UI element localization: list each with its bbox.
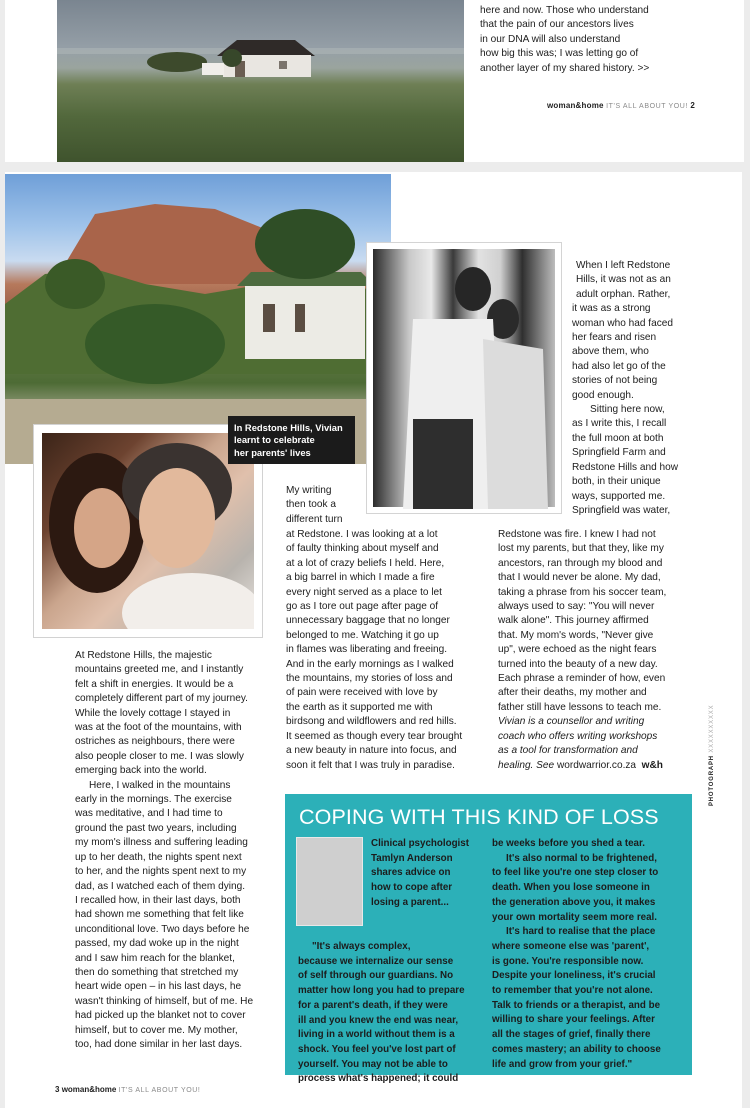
bio-line: coach who offers writing workshops xyxy=(498,730,658,742)
page2-text-column xyxy=(480,4,649,76)
photo-credit xyxy=(709,705,715,806)
article-line: At Redstone Hills, the majestic xyxy=(75,650,212,661)
article-line: My writing xyxy=(286,485,332,496)
article-line: passed, my dad woke up in the night xyxy=(75,938,239,950)
article-line: good enough. xyxy=(572,389,634,401)
article-line: ways, supported me. xyxy=(572,490,666,502)
coping-line: be weeks before you shed a tear. xyxy=(492,838,646,849)
coping-line: life and grow from your grief." xyxy=(492,1058,633,1070)
article-line: heart wide open – in his last days, he xyxy=(75,981,242,993)
coping-line: because we internalize our sense xyxy=(298,955,454,967)
coping-line: shock. You feel you've lost part of xyxy=(298,1043,456,1055)
article-line: wasn't thinking of himself, but of me. He xyxy=(75,995,254,1007)
coping-line: of self through our guardians. No xyxy=(298,970,454,982)
photo-credit-name: XXXXXXXXXX xyxy=(709,704,715,753)
coping-line: comes mastery; an ability to choose xyxy=(492,1043,661,1055)
article-line: the mountains, my stories of loss and xyxy=(286,673,453,685)
expert-photo-placeholder xyxy=(296,837,363,926)
article-line: in flames was liberating and freeing. xyxy=(286,644,448,656)
website-link[interactable]: wordwarrior.co.za xyxy=(556,759,637,771)
page2-footer xyxy=(547,101,695,110)
footer-brand: woman&home xyxy=(61,1085,117,1094)
article-line: it was as a strong xyxy=(572,303,651,315)
article-line: himself, but to cover me. My mother, xyxy=(75,1024,238,1036)
footer-tagline: IT'S ALL ABOUT YOU! xyxy=(118,1087,201,1094)
article-line: the earth as it supported me with xyxy=(286,701,433,713)
article-line: of pain were received with love by xyxy=(286,687,438,699)
vintage-photo-image xyxy=(373,249,555,507)
article-line: stories of not being xyxy=(572,375,658,387)
coping-line: is gone. You're responsible now. xyxy=(492,955,644,967)
article-line: belonged to me. Watching it go up xyxy=(286,629,439,641)
article-line: Each phrase a reminder of how, even xyxy=(498,673,666,685)
article-line: then took a xyxy=(286,499,336,511)
magazine-page-3 xyxy=(5,172,742,1108)
article-line: early in the mornings. The exercise xyxy=(75,794,232,806)
article-line: up", were echoed as the night fears xyxy=(498,644,657,656)
article-line: both, in their unique xyxy=(572,476,661,488)
article-line: father still have lessons to teach me. xyxy=(498,701,662,713)
article-line: completely different part of my journey. xyxy=(75,693,248,705)
photo-credit-label: PHOTOGRAPH xyxy=(709,755,715,806)
coping-line: matter how long you had to prepare xyxy=(298,985,465,997)
caption-line: In Redstone Hills, Vivian xyxy=(234,422,343,433)
article-line: taking a phrase from his soccer team, xyxy=(498,586,667,598)
caption-line: her parents' lives xyxy=(234,446,311,458)
article-line: my mom's illness and suffering leading xyxy=(75,837,248,849)
article-line: had picked up the blanket not to cover xyxy=(75,1010,246,1022)
article-line: at a lot of crazy beliefs I held. Here, xyxy=(286,557,445,569)
article-line: after their deaths, my mother and xyxy=(498,687,647,699)
article-column-2-top xyxy=(286,484,343,527)
article-column-1 xyxy=(75,649,253,1052)
article-column-2 xyxy=(286,528,462,773)
article-line: And in the early mornings as I walked xyxy=(286,658,454,670)
coping-line: process what's happened; it could xyxy=(298,1073,459,1085)
coping-line: death. When you lose someone in xyxy=(492,882,650,894)
article-column-3-top xyxy=(572,259,679,518)
article-line: turned into the beauty of a new day. xyxy=(498,658,658,670)
footer-page-number: 3 xyxy=(55,1085,60,1094)
photo-caption xyxy=(228,416,355,464)
coping-line: yourself. You may not be able to xyxy=(298,1058,448,1070)
article-line: that I would never be alone. My dad, xyxy=(498,572,661,584)
article-line: and I saw him reach for the blanket, xyxy=(75,952,235,964)
article-line: While the lovely cottage I stayed in xyxy=(75,707,231,719)
article-line: mountains greeted me, and I instantly xyxy=(75,664,244,676)
article-line: a big barrel in which I made a fire xyxy=(286,572,435,584)
coping-line: for a parent's death, if they were xyxy=(298,999,448,1011)
coping-intro-line: shares advice on xyxy=(371,867,451,879)
article-line: here and now. Those who understand xyxy=(480,5,649,16)
article-line: that. My mom's words, "Never give xyxy=(498,629,654,641)
article-line: birdsong and wildflowers and red hills. xyxy=(286,716,457,728)
article-line: up to her death, the nights spent next xyxy=(75,851,242,863)
article-line: always used to say: "You will never xyxy=(498,601,655,613)
article-line: ostriches as neighbours, there were xyxy=(75,736,235,748)
article-line: ground the past two years, including xyxy=(75,822,237,834)
coping-intro-line: losing a parent... xyxy=(371,896,449,908)
article-line: her fears and risen xyxy=(572,332,657,344)
article-line: woman who had faced xyxy=(572,317,674,329)
bio-line: Vivian is a counsellor and writing xyxy=(498,716,645,728)
coping-line: your own mortality seem more real. xyxy=(492,911,657,923)
coping-box-left-column xyxy=(298,940,465,1087)
article-line: was at the foot of the mountains, with xyxy=(75,722,242,734)
article-line: a new beauty in nature into focus, and xyxy=(286,745,457,757)
article-line: Sitting here now, xyxy=(590,404,665,416)
article-line: Hills, it was not as an xyxy=(576,274,671,286)
coping-box-intro xyxy=(371,837,469,911)
coping-line: to remember that you're not alone. xyxy=(492,985,653,997)
signoff-mark: w&h xyxy=(641,759,663,771)
article-line: Springfield was water, xyxy=(572,504,671,516)
coping-intro-line: Tamlyn Anderson xyxy=(371,852,453,864)
article-line: Here, I walked in the mountains xyxy=(89,779,231,791)
article-line: another layer of my shared history. >> xyxy=(480,62,650,74)
footer-brand: woman&home xyxy=(547,101,604,110)
article-line: Springfield Farm and xyxy=(572,447,666,459)
article-line: to her, and the nights spent next to my xyxy=(75,866,247,878)
coping-line: living in a world without them is a xyxy=(298,1029,455,1041)
coping-line: Talk to friends or a therapist, and be xyxy=(492,999,661,1011)
article-line: different turn xyxy=(286,513,343,525)
article-line: I recalled how, in their last days, both xyxy=(75,894,241,906)
coping-line: Despite your loneliness, it's crucial xyxy=(492,970,656,982)
article-column-3 xyxy=(498,528,666,773)
article-line: go as I tore out page after page of xyxy=(286,601,439,613)
article-line: unnecessary baggage that no longer xyxy=(286,615,450,627)
article-line: lost my parents, but that they, like my xyxy=(498,543,664,555)
coping-line: "It's always complex, xyxy=(312,941,411,952)
article-line: in our DNA will also understand xyxy=(480,33,621,45)
article-line: then do something that stretched my xyxy=(75,966,239,978)
article-line: how big this was; I was letting go of xyxy=(480,48,639,60)
coping-line: It's also normal to be frightened, xyxy=(506,852,657,864)
article-line: too, had done similar in her last days. xyxy=(75,1038,243,1050)
coping-intro-line: Clinical psychologist xyxy=(371,838,469,849)
coping-box-title: COPING WITH THIS KIND OF LOSS xyxy=(299,805,659,829)
article-line: ancestors, ran through my blood and xyxy=(498,557,663,569)
article-line: the full moon at both xyxy=(572,432,664,444)
article-line: felt a shift in energies. It would be a xyxy=(75,678,234,690)
footer-page-number: 2 xyxy=(690,101,696,110)
article-line: When I left Redstone xyxy=(576,260,671,271)
bio-last-line xyxy=(498,759,666,773)
article-line: It seemed as though every tear brought xyxy=(286,730,463,742)
coping-line: where someone else was 'parent', xyxy=(492,940,650,952)
article-line: adult orphan. Rather, xyxy=(576,288,671,300)
article-line: unconditional love. Two days before he xyxy=(75,923,250,935)
article-line: Redstone was fire. I knew I had not xyxy=(498,529,656,540)
article-line: soon it felt that I was truly in paradise. xyxy=(286,759,455,771)
article-line: walk alone". This journey affirmed xyxy=(498,615,649,627)
coping-line: all the stages of grief, finally there xyxy=(492,1029,651,1041)
column-3-body xyxy=(498,528,666,715)
article-line: had also let go of the xyxy=(572,360,666,372)
footer-tagline: IT'S ALL ABOUT YOU! xyxy=(606,103,688,110)
bio-see: healing. See xyxy=(498,759,555,771)
article-line: also people closer to me. I was slowly xyxy=(75,750,244,762)
coping-line: It's hard to realise that the place xyxy=(506,926,656,938)
coping-box-right-column xyxy=(492,837,661,1072)
author-bio xyxy=(498,715,666,758)
coping-line: the generation above you, it makes xyxy=(492,896,656,908)
page3-footer xyxy=(55,1085,200,1094)
article-line: that the pain of our ancestors lives xyxy=(480,19,634,31)
magazine-page-2 xyxy=(5,0,744,162)
vintage-couple-photo xyxy=(366,242,562,514)
article-line: at Redstone. I was looking at a lot xyxy=(286,529,438,540)
article-line: dad, as I watched each of them dying. xyxy=(75,880,246,892)
article-line: emerging back into the world. xyxy=(75,765,207,777)
article-line: as I write this, I recall xyxy=(572,418,667,430)
article-line: was meditative, and I had time to xyxy=(75,808,223,820)
selfie-image xyxy=(42,433,254,629)
coping-line: to feel like you're one step closer to xyxy=(492,867,659,879)
coping-line: willing to share your feelings. After xyxy=(492,1014,655,1026)
cottage-landscape-photo xyxy=(57,0,464,162)
article-line: every night served as a place to let xyxy=(286,586,442,598)
bio-line: as a tool for transformation and xyxy=(498,745,638,757)
article-line: of faulty thinking about myself and xyxy=(286,543,439,555)
cottage-illustration xyxy=(57,0,464,162)
coping-line: ill and you knew the end was near, xyxy=(298,1014,459,1026)
caption-line: learnt to celebrate xyxy=(234,434,315,446)
article-line: Redstone Hills and how xyxy=(572,461,679,473)
coping-intro-line: how to cope after xyxy=(371,882,453,894)
coping-sidebar-box xyxy=(285,794,692,1085)
article-line: above them, who xyxy=(572,346,649,358)
article-line: had shown me something that felt like xyxy=(75,909,244,921)
